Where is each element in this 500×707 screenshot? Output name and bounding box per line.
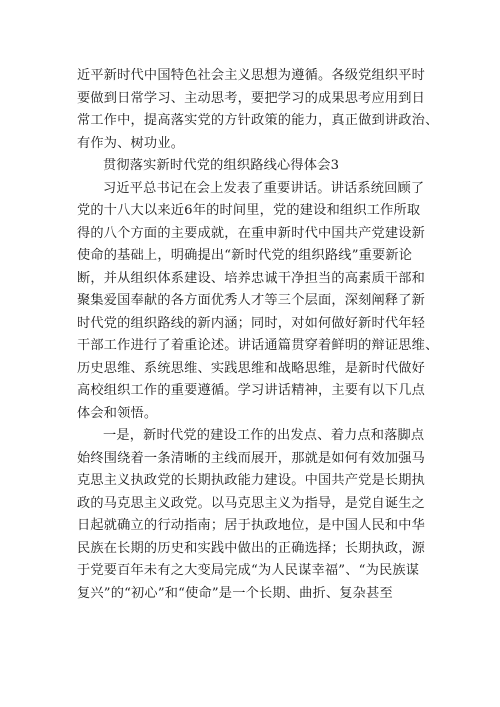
text-line: 体会和领悟。	[77, 405, 158, 421]
text-line: 干部工作进行了着重论述。讲话通篇贯穿着鲜明的辩证思维、	[77, 338, 439, 353]
text-line: 使命的基础上，明确提出“新时代党的组织路线”重要新论	[77, 248, 413, 263]
text-line: 于党要百年未有之大变局完成“为人民谋幸福”、“为民族谋	[77, 563, 420, 578]
text-line: 有作为、树功业。	[77, 135, 185, 151]
text-line: 历史思维、系统思维、实践思维和战略思维，是新时代做好	[77, 360, 426, 376]
text-line: 得的八个方面的主要成就，在重申新时代中国共产党建设新	[77, 225, 426, 241]
text-line: 复兴”的“初心”和“使命”是一个长期、曲折、复杂甚至	[77, 585, 393, 601]
text-line: 贯彻落实新时代党的组织路线心得体会3	[103, 158, 340, 173]
text-line: 民族在长期的历史和实践中做出的正确选择；长期执政，源	[77, 540, 426, 556]
text-line: 克思主义执政党的长期执政能力建设。中国共产党是长期执	[77, 473, 426, 488]
text-line: 时代党的组织路线的新内涵；同时，对如何做好新时代年轻	[77, 315, 426, 331]
text-line: 常工作中，提高落实党的方针政策的能力，真正做到讲政治、	[77, 113, 439, 128]
text-line: 聚集爱国奉献的各方面优秀人才等三个层面，深刻阐释了新	[77, 293, 426, 308]
text-line: 高校组织工作的重要遵循。学习讲话精神，主要有以下几点	[77, 383, 426, 398]
text-line: 政的马克思主义政党。以马克思主义为指导，是党自诞生之	[77, 495, 426, 511]
text-line: 习近平总书记在会上发表了重要讲话。讲话系统回顾了	[103, 180, 425, 196]
document-body	[77, 65, 439, 605]
text-line: 断，并从组织体系建设、培养忠诚干净担当的高素质干部和	[77, 270, 426, 286]
text-line: 要做到日常学习、主动思考，要把学习的成果思考应用到日	[77, 90, 426, 106]
text-line: 近平新时代中国特色社会主义思想为遵循。各级党组织平时	[77, 68, 426, 83]
text-line: 日起就确立的行动指南；居于执政地位，是中国人民和中华	[77, 518, 426, 533]
text-line: 党的十八大以来近6年的时间里，党的建设和组织工作所取	[77, 203, 421, 218]
text-line: 一是，新时代党的建设工作的出发点、着力点和落脚点	[103, 428, 425, 443]
text-line: 始终围绕着一条清晰的主线而展开，那就是如何有效加强马	[77, 450, 426, 466]
